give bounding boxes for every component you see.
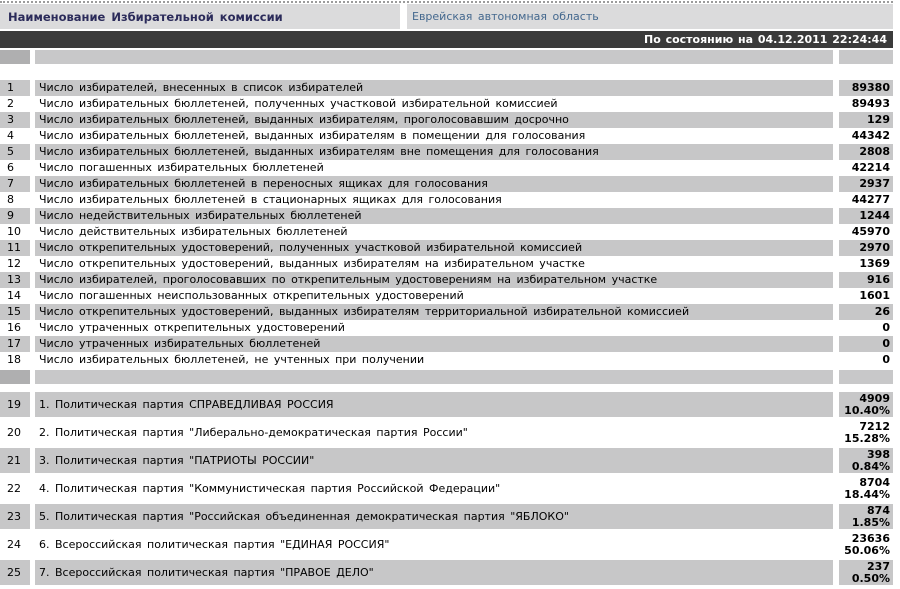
table-row bbox=[0, 160, 893, 176]
table-row bbox=[0, 304, 893, 320]
party-row bbox=[0, 504, 893, 529]
party-result bbox=[839, 532, 893, 557]
row-number: 12 bbox=[7, 257, 21, 270]
row-number: 2 bbox=[7, 97, 14, 110]
row-number: 19 bbox=[0, 392, 30, 417]
row-number: 4 bbox=[7, 129, 14, 142]
separator-row bbox=[0, 370, 893, 384]
party-votes: 23636 bbox=[851, 532, 890, 545]
row-value: 2937 bbox=[839, 176, 893, 192]
row-number: 21 bbox=[0, 448, 30, 473]
table-row bbox=[0, 272, 893, 288]
row-number: 13 bbox=[0, 272, 30, 288]
row-number: 5 bbox=[0, 144, 30, 160]
row-number: 24 bbox=[7, 538, 21, 551]
row-value: 916 bbox=[839, 272, 893, 288]
row-label: Число избирателей, проголосовавших по открепительным удостоверениям на избирательном участке bbox=[35, 272, 833, 288]
party-votes: 4909 bbox=[859, 392, 890, 405]
row-number: 6 bbox=[7, 161, 14, 174]
party-percent: 0.50% bbox=[851, 572, 890, 585]
row-number: 11 bbox=[0, 240, 30, 256]
table-row bbox=[0, 176, 893, 192]
party-votes: 237 bbox=[867, 560, 890, 573]
table-row bbox=[0, 192, 893, 208]
party-name: 7. Всероссийская политическая партия "ПРАВОЕ ДЕЛО" bbox=[35, 560, 833, 585]
party-votes: 8704 bbox=[859, 476, 890, 489]
stats-table bbox=[0, 80, 893, 368]
party-row bbox=[0, 420, 893, 445]
party-result bbox=[839, 560, 893, 585]
party-name: 3. Политическая партия "ПАТРИОТЫ РОССИИ" bbox=[35, 448, 833, 473]
table-row bbox=[0, 320, 893, 336]
party-percent: 0.84% bbox=[851, 460, 890, 473]
separator-main-cell bbox=[35, 50, 833, 64]
row-label: Число избирателей, внесенных в список избирателей bbox=[35, 80, 833, 96]
row-value: 0 bbox=[839, 336, 893, 352]
party-name: 6. Всероссийская политическая партия "ЕДИНАЯ РОССИЯ" bbox=[39, 538, 390, 551]
header-row bbox=[0, 4, 893, 29]
row-value: 89493 bbox=[851, 97, 890, 110]
row-number: 25 bbox=[0, 560, 30, 585]
row-label: Число избирательных бюллетеней, выданных избирателям в помещении для голосования bbox=[39, 129, 586, 142]
table-row bbox=[0, 256, 893, 272]
parties-table bbox=[0, 392, 893, 588]
party-result bbox=[839, 448, 893, 473]
row-value: 44277 bbox=[851, 193, 890, 206]
party-votes: 7212 bbox=[859, 420, 890, 433]
party-row bbox=[0, 560, 893, 585]
row-number: 20 bbox=[7, 426, 21, 439]
separator-number-cell bbox=[0, 370, 30, 384]
party-percent: 50.06% bbox=[844, 544, 890, 557]
row-number: 10 bbox=[7, 225, 21, 238]
table-row bbox=[0, 144, 893, 160]
party-percent: 10.40% bbox=[844, 404, 890, 417]
party-percent: 1.85% bbox=[851, 516, 890, 529]
row-label: Число недействительных избирательных бюллетеней bbox=[35, 208, 833, 224]
row-label: Число открепительных удостоверений, полученных участковой избирательной комиссией bbox=[35, 240, 833, 256]
row-label: Число избирательных бюллетеней, выданных избирателям, проголосовавшим досрочно bbox=[35, 112, 833, 128]
table-row bbox=[0, 352, 893, 368]
row-value: 0 bbox=[882, 353, 890, 366]
table-row bbox=[0, 128, 893, 144]
table-row bbox=[0, 112, 893, 128]
party-result bbox=[839, 476, 893, 501]
row-value: 2808 bbox=[839, 144, 893, 160]
party-name: 1. Политическая партия СПРАВЕДЛИВАЯ РОССИЯ bbox=[35, 392, 833, 417]
row-number: 16 bbox=[7, 321, 21, 334]
party-name: 4. Политическая партия "Коммунистическая партия Российской Федерации" bbox=[39, 482, 501, 495]
separator-row bbox=[0, 50, 893, 64]
commission-name-label: Наименование Избирательной комиссии bbox=[0, 4, 400, 29]
row-value: 89380 bbox=[839, 80, 893, 96]
party-name: 2. Политическая партия "Либерально-демократическая партия России" bbox=[39, 426, 468, 439]
row-number: 3 bbox=[0, 112, 30, 128]
row-label: Число действительных избирательных бюллетеней bbox=[39, 225, 348, 238]
row-label: Число избирательных бюллетеней, не учтенных при получении bbox=[39, 353, 425, 366]
row-value: 129 bbox=[839, 112, 893, 128]
row-number: 18 bbox=[7, 353, 21, 366]
separator-main-cell bbox=[35, 370, 833, 384]
party-name: 5. Политическая партия "Российская объединенная демократическая партия "ЯБЛОКО" bbox=[35, 504, 833, 529]
row-label: Число избирательных бюллетеней в стационарных ящиках для голосования bbox=[39, 193, 502, 206]
party-row bbox=[0, 392, 893, 417]
party-votes: 398 bbox=[867, 448, 890, 461]
row-label: Число утраченных избирательных бюллетеней bbox=[35, 336, 833, 352]
region-link[interactable]: Еврейская автономная область bbox=[407, 4, 893, 29]
row-label: Число избирательных бюллетеней в переносных ящиках для голосования bbox=[35, 176, 833, 192]
table-row bbox=[0, 96, 893, 112]
row-label: Число открепительных удостоверений, выданных избирателям на избирательном участке bbox=[39, 257, 585, 270]
table-row bbox=[0, 80, 893, 96]
row-label: Число погашенных избирательных бюллетеней bbox=[39, 161, 324, 174]
row-label: Число утраченных открепительных удостоверений bbox=[39, 321, 345, 334]
separator-value-cell bbox=[839, 50, 893, 64]
table-row bbox=[0, 336, 893, 352]
party-percent: 15.28% bbox=[844, 432, 890, 445]
row-number: 23 bbox=[0, 504, 30, 529]
party-row bbox=[0, 476, 893, 501]
status-bar: По состоянию на 04.12.2011 22:24:44 bbox=[0, 31, 893, 48]
separator-value-cell bbox=[839, 370, 893, 384]
table-row bbox=[0, 288, 893, 304]
row-number: 9 bbox=[0, 208, 30, 224]
row-label: Число погашенных неиспользованных открепительных удостоверений bbox=[39, 289, 464, 302]
row-number: 14 bbox=[7, 289, 21, 302]
row-value: 26 bbox=[839, 304, 893, 320]
row-label: Число избирательных бюллетеней, полученных участковой избирательной комиссией bbox=[39, 97, 558, 110]
top-dotted-border bbox=[0, 1, 893, 3]
party-result bbox=[839, 504, 893, 529]
party-percent: 18.44% bbox=[844, 488, 890, 501]
row-number: 15 bbox=[0, 304, 30, 320]
row-label: Число избирательных бюллетеней, выданных избирателям вне помещения для голосования bbox=[35, 144, 833, 160]
row-value: 1369 bbox=[859, 257, 890, 270]
row-value: 1601 bbox=[859, 289, 890, 302]
row-value: 2970 bbox=[839, 240, 893, 256]
party-result bbox=[839, 392, 893, 417]
party-result bbox=[839, 420, 893, 445]
party-row bbox=[0, 448, 893, 473]
row-value: 45970 bbox=[851, 225, 890, 238]
row-number: 7 bbox=[0, 176, 30, 192]
table-row bbox=[0, 224, 893, 240]
row-number: 17 bbox=[0, 336, 30, 352]
table-row bbox=[0, 208, 893, 224]
party-row bbox=[0, 532, 893, 557]
row-number: 22 bbox=[7, 482, 21, 495]
row-number: 8 bbox=[7, 193, 14, 206]
row-value: 0 bbox=[882, 321, 890, 334]
table-row bbox=[0, 240, 893, 256]
party-votes: 874 bbox=[867, 504, 890, 517]
row-number: 1 bbox=[0, 80, 30, 96]
row-value: 1244 bbox=[839, 208, 893, 224]
row-value: 42214 bbox=[851, 161, 890, 174]
row-label: Число открепительных удостоверений, выданных избирателям территориальной избирательной комиссией bbox=[35, 304, 833, 320]
separator-number-cell bbox=[0, 50, 30, 64]
row-value: 44342 bbox=[851, 129, 890, 142]
